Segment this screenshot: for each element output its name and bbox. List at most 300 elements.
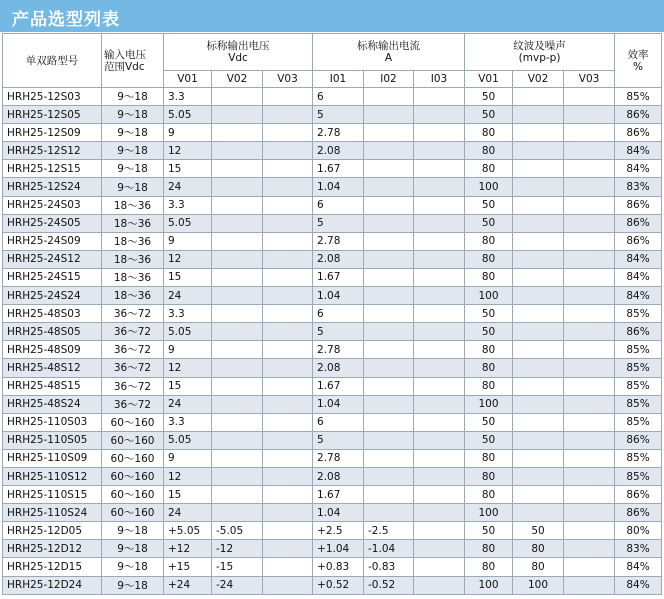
cell-efficiency: 84% [615,268,662,286]
cell-ripple-v01: 80 [465,467,513,485]
cell-efficiency: 86% [615,214,662,232]
cell-input-range: 36～72 [102,323,164,341]
table-row [3,323,662,341]
header-ripple-v03: V03 [564,71,615,88]
cell-i01: 2.78 [313,449,364,467]
cell-v01: 12 [164,467,212,485]
cell-i01: 1.67 [313,160,364,178]
cell-ripple-v01: 80 [465,540,513,558]
cell-v01: 9 [164,124,212,142]
cell-i02 [364,250,414,268]
cell-v03 [263,124,313,142]
cell-efficiency: 86% [615,196,662,214]
cell-i03 [414,449,465,467]
cell-efficiency: 86% [615,486,662,504]
header-ripple-v02: V02 [513,71,564,88]
table-row [3,250,662,268]
cell-v02: -15 [212,558,263,576]
table-row [3,359,662,377]
cell-efficiency: 86% [615,232,662,250]
cell-ripple-v01: 50 [465,522,513,540]
cell-ripple-v02 [513,124,564,142]
cell-ripple-v02 [513,214,564,232]
cell-ripple-v02 [513,377,564,395]
cell-v01: +24 [164,576,212,594]
cell-v01: 24 [164,395,212,413]
cell-ripple-v02 [513,413,564,431]
cell-i01: +0.52 [313,576,364,594]
cell-model: HRH25-12S09 [3,124,102,142]
cell-v03 [263,341,313,359]
cell-ripple-v03 [564,196,615,214]
cell-model: HRH25-24S09 [3,232,102,250]
cell-model: HRH25-48S24 [3,395,102,413]
header-v03: V03 [263,71,313,88]
cell-model: HRH25-12S15 [3,160,102,178]
cell-input-range: 36～72 [102,341,164,359]
cell-model: HRH25-24S24 [3,287,102,305]
cell-v01: 24 [164,504,212,522]
page-title: 产品选型列表 [12,10,120,30]
cell-i03 [414,106,465,124]
table-row [3,287,662,305]
cell-i01: 1.04 [313,504,364,522]
cell-v03 [263,323,313,341]
cell-efficiency: 85% [615,413,662,431]
cell-model: HRH25-24S12 [3,250,102,268]
cell-v03 [263,178,313,196]
header-model: 单双路型号 [3,34,102,88]
cell-v03 [263,467,313,485]
cell-i01: +1.04 [313,540,364,558]
cell-v02 [212,232,263,250]
cell-v01: 15 [164,160,212,178]
cell-i03 [414,196,465,214]
table-row [3,431,662,449]
cell-i02 [364,377,414,395]
cell-efficiency: 80% [615,522,662,540]
cell-ripple-v01: 80 [465,558,513,576]
cell-input-range: 60～160 [102,467,164,485]
cell-i03 [414,88,465,106]
cell-v03 [263,250,313,268]
cell-efficiency: 85% [615,305,662,323]
cell-ripple-v01: 50 [465,88,513,106]
table-row [3,196,662,214]
cell-i03 [414,142,465,160]
cell-ripple-v03 [564,232,615,250]
cell-i03 [414,359,465,377]
cell-i03 [414,395,465,413]
cell-model: HRH25-48S15 [3,377,102,395]
cell-i03 [414,268,465,286]
cell-ripple-v01: 80 [465,449,513,467]
cell-v03 [263,106,313,124]
cell-v03 [263,395,313,413]
cell-i02 [364,449,414,467]
cell-input-range: 60～160 [102,504,164,522]
cell-v03 [263,359,313,377]
header-vout-line1: 标称输出电压 [206,40,270,52]
cell-ripple-v02: 50 [513,522,564,540]
cell-v03 [263,160,313,178]
cell-v02 [212,341,263,359]
table-body [3,88,662,595]
cell-model: HRH25-110S03 [3,413,102,431]
cell-ripple-v01: 80 [465,486,513,504]
cell-i03 [414,287,465,305]
cell-i02 [364,160,414,178]
cell-i01: 1.04 [313,178,364,196]
cell-model: HRH25-48S09 [3,341,102,359]
cell-i03 [414,558,465,576]
cell-i01: 6 [313,88,364,106]
table-row [3,540,662,558]
cell-ripple-v02 [513,359,564,377]
cell-v03 [263,431,313,449]
cell-v03 [263,268,313,286]
cell-ripple-v03 [564,214,615,232]
header-i02: I02 [364,71,414,88]
cell-model: HRH25-12D15 [3,558,102,576]
cell-input-range: 36～72 [102,305,164,323]
cell-v02: -12 [212,540,263,558]
header-input-line1: 输入电压 [104,48,146,61]
cell-v01: 3.3 [164,88,212,106]
cell-efficiency: 85% [615,449,662,467]
cell-i03 [414,250,465,268]
cell-input-range: 9～18 [102,124,164,142]
cell-v03 [263,88,313,106]
cell-v01: 12 [164,250,212,268]
cell-i02: -0.52 [364,576,414,594]
cell-v02 [212,88,263,106]
cell-ripple-v03 [564,540,615,558]
cell-efficiency: 84% [615,250,662,268]
table-row [3,232,662,250]
table-row [3,341,662,359]
cell-ripple-v01: 100 [465,504,513,522]
cell-v02 [212,486,263,504]
cell-v02 [212,305,263,323]
cell-i03 [414,232,465,250]
cell-ripple-v01: 50 [465,305,513,323]
cell-ripple-v01: 80 [465,250,513,268]
header-eff-line1: 效率 [627,48,649,61]
header-input-range [102,34,164,88]
cell-v01: 24 [164,178,212,196]
cell-i01: 1.67 [313,268,364,286]
cell-v01: 24 [164,287,212,305]
cell-input-range: 18～36 [102,232,164,250]
cell-input-range: 18～36 [102,250,164,268]
cell-ripple-v02: 100 [513,576,564,594]
cell-ripple-v03 [564,268,615,286]
cell-input-range: 60～160 [102,431,164,449]
cell-ripple-v02 [513,449,564,467]
cell-ripple-v03 [564,106,615,124]
cell-v02 [212,160,263,178]
cell-ripple-v03 [564,558,615,576]
cell-i03 [414,341,465,359]
cell-input-range: 9～18 [102,142,164,160]
cell-ripple-v02 [513,467,564,485]
cell-v03 [263,377,313,395]
cell-ripple-v01: 80 [465,124,513,142]
cell-efficiency: 85% [615,359,662,377]
cell-efficiency: 86% [615,124,662,142]
cell-input-range: 60～160 [102,449,164,467]
table-row [3,395,662,413]
table-row [3,160,662,178]
cell-v01: 3.3 [164,413,212,431]
cell-v01: 9 [164,341,212,359]
cell-i02 [364,504,414,522]
cell-v03 [263,305,313,323]
cell-v02 [212,431,263,449]
cell-i01: 2.08 [313,359,364,377]
header-v01: V01 [164,71,212,88]
cell-ripple-v01: 80 [465,232,513,250]
cell-v02: -5.05 [212,522,263,540]
table-row [3,124,662,142]
cell-input-range: 18～36 [102,196,164,214]
cell-i01: 5 [313,431,364,449]
cell-ripple-v03 [564,522,615,540]
cell-v03 [263,486,313,504]
header-ripple-v01: V01 [465,71,513,88]
header-output-current [313,34,465,71]
cell-model: HRH25-12D05 [3,522,102,540]
cell-ripple-v03 [564,413,615,431]
cell-model: HRH25-48S05 [3,323,102,341]
cell-v01: 5.05 [164,431,212,449]
cell-v02 [212,124,263,142]
cell-v01: 15 [164,268,212,286]
cell-v03 [263,504,313,522]
cell-v03 [263,287,313,305]
cell-ripple-v01: 50 [465,413,513,431]
cell-v02 [212,287,263,305]
cell-v01: 15 [164,377,212,395]
table-row [3,449,662,467]
cell-ripple-v03 [564,250,615,268]
cell-ripple-v03 [564,142,615,160]
header-input-line2: 范围Vdc [104,60,145,73]
cell-v02 [212,395,263,413]
cell-ripple-v02 [513,268,564,286]
cell-i01: +2.5 [313,522,364,540]
cell-input-range: 18～36 [102,268,164,286]
cell-efficiency: 84% [615,160,662,178]
cell-efficiency: 85% [615,341,662,359]
cell-i03 [414,504,465,522]
cell-i01: 1.67 [313,377,364,395]
cell-model: HRH25-110S15 [3,486,102,504]
cell-v02 [212,196,263,214]
cell-ripple-v02 [513,305,564,323]
header-eff-line2: % [633,60,644,73]
cell-model: HRH25-12S05 [3,106,102,124]
cell-model: HRH25-12D12 [3,540,102,558]
cell-v01: 9 [164,449,212,467]
cell-model: HRH25-24S15 [3,268,102,286]
table-row [3,504,662,522]
header-iout-line1: 标称输出电流 [357,40,421,52]
cell-i02 [364,467,414,485]
cell-ripple-v01: 100 [465,178,513,196]
cell-ripple-v01: 80 [465,341,513,359]
cell-model: HRH25-48S03 [3,305,102,323]
cell-i02 [364,232,414,250]
cell-i01: 6 [313,305,364,323]
table-row [3,486,662,504]
cell-model: HRH25-12S24 [3,178,102,196]
cell-input-range: 9～18 [102,558,164,576]
cell-ripple-v01: 50 [465,214,513,232]
cell-i02 [364,323,414,341]
header-i01: I01 [313,71,364,88]
table-row [3,558,662,576]
cell-v01: +5.05 [164,522,212,540]
cell-ripple-v02 [513,88,564,106]
cell-ripple-v03 [564,449,615,467]
table-row [3,377,662,395]
cell-ripple-v02 [513,486,564,504]
title-bar [0,0,664,32]
cell-i01: 2.08 [313,142,364,160]
cell-model: HRH25-12S12 [3,142,102,160]
cell-v03 [263,540,313,558]
cell-v01: 3.3 [164,196,212,214]
cell-i02 [364,395,414,413]
cell-i01: 2.08 [313,467,364,485]
cell-ripple-v01: 50 [465,323,513,341]
cell-i02 [364,287,414,305]
cell-ripple-v02 [513,142,564,160]
cell-i03 [414,305,465,323]
cell-efficiency: 84% [615,142,662,160]
cell-v02 [212,178,263,196]
cell-input-range: 18～36 [102,214,164,232]
cell-efficiency: 84% [615,287,662,305]
header-vout-line2: Vdc [228,52,248,64]
table-row [3,178,662,196]
cell-ripple-v02 [513,287,564,305]
cell-i03 [414,178,465,196]
cell-efficiency: 85% [615,395,662,413]
cell-i03 [414,377,465,395]
cell-ripple-v02 [513,178,564,196]
cell-i01: 5 [313,214,364,232]
cell-v01: 12 [164,359,212,377]
cell-ripple-v01: 100 [465,287,513,305]
table-row [3,413,662,431]
cell-v01: 5.05 [164,106,212,124]
cell-v02 [212,323,263,341]
cell-v02 [212,268,263,286]
cell-i01: 2.78 [313,124,364,142]
cell-i02 [364,268,414,286]
cell-ripple-v02 [513,504,564,522]
cell-model: HRH25-110S05 [3,431,102,449]
cell-v01: 15 [164,486,212,504]
cell-v01: +15 [164,558,212,576]
table-row [3,88,662,106]
cell-i01: 1.67 [313,486,364,504]
cell-i03 [414,467,465,485]
cell-v03 [263,413,313,431]
cell-i02: -0.83 [364,558,414,576]
cell-efficiency: 86% [615,431,662,449]
cell-ripple-v01: 80 [465,268,513,286]
header-efficiency [615,34,662,88]
cell-i02 [364,341,414,359]
cell-i02 [364,486,414,504]
table-row [3,576,662,594]
cell-v02: -24 [212,576,263,594]
cell-i02: -1.04 [364,540,414,558]
cell-i01: 1.04 [313,287,364,305]
header-output-voltage [164,34,313,71]
cell-ripple-v01: 50 [465,196,513,214]
cell-efficiency: 86% [615,106,662,124]
cell-input-range: 18～36 [102,287,164,305]
cell-ripple-v01: 80 [465,359,513,377]
cell-v03 [263,142,313,160]
cell-ripple-v02 [513,395,564,413]
cell-i02 [364,106,414,124]
table-row [3,305,662,323]
cell-input-range: 36～72 [102,359,164,377]
cell-efficiency: 83% [615,178,662,196]
cell-model: HRH25-110S24 [3,504,102,522]
cell-ripple-v03 [564,305,615,323]
cell-i03 [414,214,465,232]
table-row [3,522,662,540]
cell-input-range: 36～72 [102,377,164,395]
cell-ripple-v03 [564,160,615,178]
cell-i03 [414,323,465,341]
cell-efficiency: 83% [615,540,662,558]
cell-ripple-v03 [564,431,615,449]
cell-i02 [364,142,414,160]
cell-ripple-v02 [513,323,564,341]
cell-ripple-v01: 100 [465,395,513,413]
cell-i01: 5 [313,106,364,124]
cell-ripple-v03 [564,395,615,413]
product-selection-table [2,33,662,595]
cell-i03 [414,486,465,504]
cell-v02 [212,106,263,124]
cell-efficiency: 84% [615,576,662,594]
cell-v03 [263,576,313,594]
cell-v02 [212,413,263,431]
cell-v01: 5.05 [164,214,212,232]
cell-v02 [212,377,263,395]
cell-ripple-v03 [564,486,615,504]
cell-v02 [212,359,263,377]
cell-v02 [212,449,263,467]
cell-i02 [364,124,414,142]
cell-ripple-v03 [564,377,615,395]
table-row [3,142,662,160]
cell-ripple-v03 [564,504,615,522]
cell-input-range: 36～72 [102,395,164,413]
cell-v03 [263,196,313,214]
cell-model: HRH25-24S03 [3,196,102,214]
table-row [3,467,662,485]
